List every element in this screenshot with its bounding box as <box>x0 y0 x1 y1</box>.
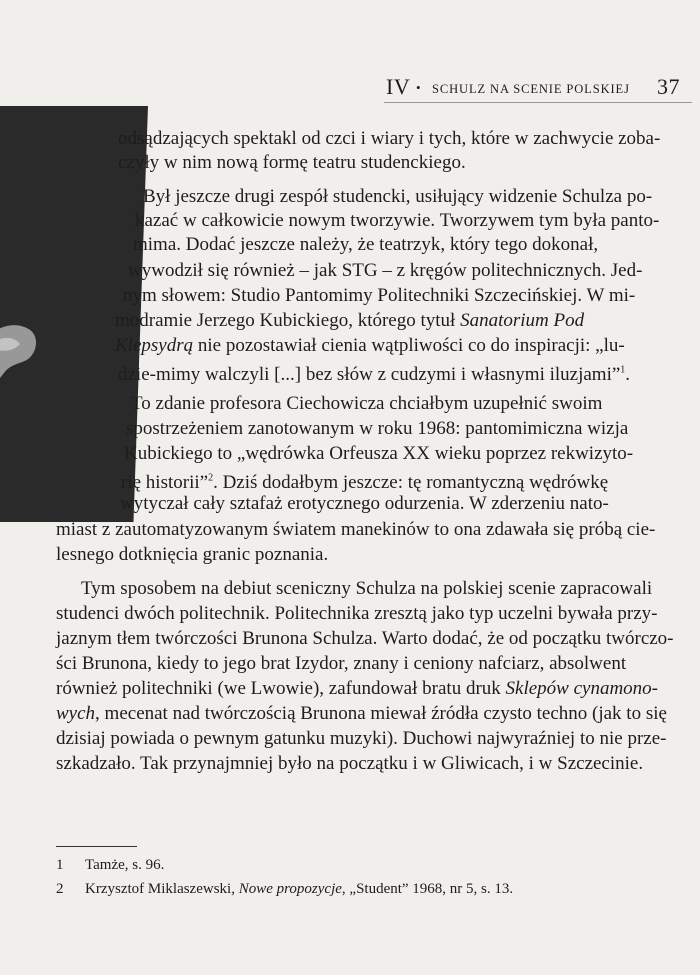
body-line: Kubickiego to „wędrówka Orfeusza XX wieku poprzez rekwizyto- <box>124 443 634 464</box>
body-line: spostrzeżeniem zanotowanym w roku 1968: pantomimiczna wizja <box>126 418 629 439</box>
body-line: nym słowem: Studio Pantomimy Politechniki Szczecińskiej. W mi- <box>123 285 636 306</box>
footnote-ref: 2 <box>208 473 214 484</box>
footnote-number: 1 <box>56 857 64 873</box>
body-line: odsądzających spektakl od czci i wiary i tych, które w zachwycie zoba- <box>118 128 661 149</box>
chapter-title: SCHULZ NA SCENIE POLSKIEJ <box>432 82 630 96</box>
body-line: jaznym tłem twórczości Brunona Schulza. Warto dodać, że od początku twórczo- <box>56 628 674 649</box>
body-line: dzisiaj powiada o pewnym gatunku muzyki). Duchowi najwyraźniej to nie prze- <box>56 728 667 749</box>
body-line: Był jeszcze drugi zespół studencki, usiłujący widzenie Schulza po- <box>143 186 653 207</box>
body-line: mima. Dodać jeszcze należy, że teatrzyk, który tego dokonał, <box>133 234 599 255</box>
body-line <box>56 677 658 701</box>
header-rule <box>384 102 692 103</box>
footnote <box>56 879 556 899</box>
body-line: miast z zautomatyzowanym światem manekinów to ona zdawała się próbą cie- <box>56 519 656 540</box>
body-line: ści Brunona, kiedy to jego brat Izydor, znany i ceniony nafciarz, absolwent <box>56 653 627 674</box>
article-title-italic: Nowe propozycje <box>238 881 342 897</box>
body-line <box>118 359 631 386</box>
body-line <box>115 309 584 333</box>
page-number: 37 <box>657 74 680 99</box>
body-line: szkadzało. Tak przynajmniej było na początku i w Gliwicach, i w Szczecinie. <box>56 753 644 774</box>
footnote <box>56 855 556 875</box>
line-text: Klepsydrą nie pozostawiał cienia wątpliwości co do inspiracji: „lu- <box>115 335 625 356</box>
line-text: wych, mecenat nad twórczością Brunona miewał źródła czysto techno (jak to się <box>56 703 667 724</box>
line-text: również politechniki (we Lwowie), zafundował bratu druk Sklepów cynamono- <box>56 678 658 699</box>
book-title-italic: wych <box>56 703 96 724</box>
running-head <box>386 74 691 104</box>
line-text: dzie-mimy walczyli [...] bez słów z cudzymi i własnymi iluzjami”$^1$. <box>118 364 631 386</box>
body-line: czyły w nim nową formę teatru studenckiego. <box>118 152 466 173</box>
line-text: modramie Jerzego Kubickiego, którego tytuł Sanatorium Pod <box>115 310 585 331</box>
body-line: lesnego dotknięcia granic poznania. <box>56 544 329 565</box>
chapter-number: IV <box>386 74 411 99</box>
book-title-italic: Sanatorium Pod <box>460 310 585 331</box>
body-line: To zdanie profesora Ciechowicza chciałbym uzupełnić swoim <box>131 393 603 414</box>
body-line: studenci dwóch politechnik. Politechnika zresztą jako typ uczelni bywała przy- <box>56 603 658 624</box>
book-title-italic: Klepsydrą <box>115 335 194 356</box>
body-line: wytyczał cały sztafaż erotycznego odurzenia. W zderzeniu nato- <box>120 493 609 514</box>
book-title-italic: Sklepów cynamono- <box>505 678 658 699</box>
line-text: rię historii”$^2$. Dziś dodałbym jeszcze: tę romantyczną wędrówkę <box>121 472 609 494</box>
footnote-rule <box>56 846 137 847</box>
footnote-text: Tamże, s. 96. <box>85 857 165 873</box>
body-line <box>56 702 667 726</box>
footnote-ref: 1 <box>620 365 626 376</box>
photo-figure-shape <box>0 316 53 396</box>
body-line <box>121 467 609 494</box>
body-line: kazać w całkowicie nowym tworzywie. Tworzywem tym była panto- <box>135 210 660 231</box>
body-line: Tym sposobem na debiut sceniczny Schulza na polskiej scenie zapracowali <box>81 578 653 599</box>
running-head-separator: • <box>416 80 422 95</box>
footnote-number: 2 <box>56 881 64 897</box>
body-line <box>115 334 625 358</box>
footnote-text: Krzysztof Miklaszewski, Nowe propozycje, „Student” 1968, nr 5, s. 13. <box>85 881 514 897</box>
body-line: wywodził się również – jak STG – z kręgów politechnicznych. Jed- <box>128 260 643 281</box>
